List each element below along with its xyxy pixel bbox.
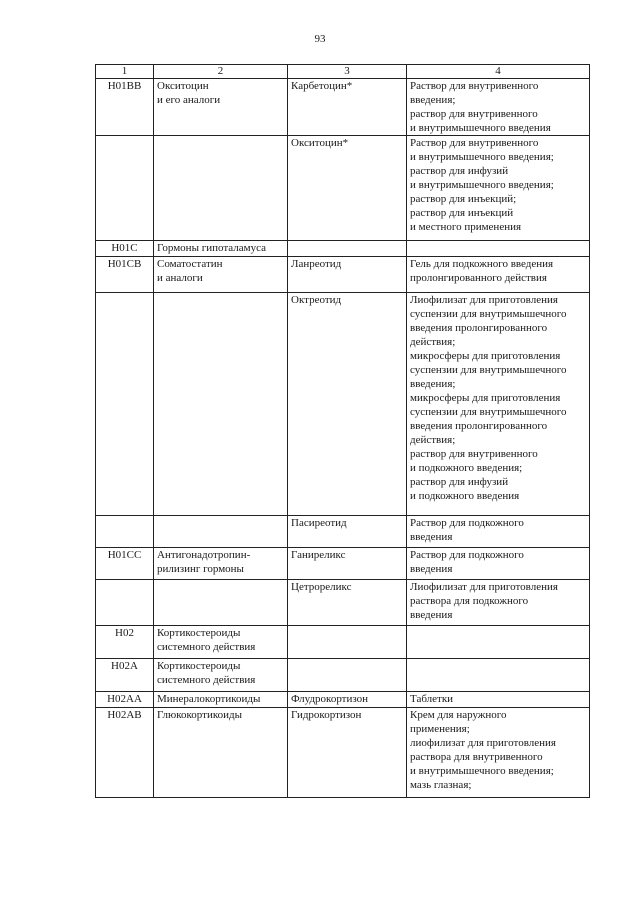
- atc-code-cell: H01C: [96, 241, 154, 257]
- group-name-cell: [154, 580, 288, 626]
- atc-code-cell: H01CC: [96, 548, 154, 580]
- column-header: 1: [96, 65, 154, 79]
- page-number: 93: [314, 33, 326, 45]
- dosage-form-cell: [407, 659, 590, 692]
- table-row: [96, 136, 590, 241]
- atc-code-cell: [96, 516, 154, 548]
- atc-code-cell: H02AA: [96, 692, 154, 708]
- dosage-form-cell: Гель для подкожного введения пролонгированного действия: [407, 257, 590, 293]
- dosage-form-cell: Лиофилизат для приготовления суспензии для внутримышечного введения пролонгированного действия; микросферы для приготовления суспензии для внутримышечного введения; микросферы для приготовления суспензии для внутримышечного введения пролонгированного действия; раствор для внутривенного и подкожного введения; раствор для инфузий и подкожного введения: [407, 293, 590, 516]
- dosage-form-cell: Лиофилизат для приготовления раствора для подкожного введения: [407, 580, 590, 626]
- drug-table: [95, 64, 590, 798]
- drug-name-cell: Ганиреликс: [288, 548, 407, 580]
- drug-name-cell: Пасиреотид: [288, 516, 407, 548]
- drug-name-cell: [288, 626, 407, 659]
- dosage-form-cell: Раствор для подкожного введения: [407, 548, 590, 580]
- atc-code-cell: [96, 580, 154, 626]
- group-name-cell: Кортикостероиды системного действия: [154, 659, 288, 692]
- table-row: [96, 708, 590, 798]
- drug-name-cell: [288, 659, 407, 692]
- group-name-cell: Антигонадотропин- рилизинг гормоны: [154, 548, 288, 580]
- group-name-cell: Окситоцин и его аналоги: [154, 79, 288, 136]
- table-row: [96, 548, 590, 580]
- dosage-form-cell: Таблетки: [407, 692, 590, 708]
- atc-code-cell: H02: [96, 626, 154, 659]
- table-header-row: [96, 65, 590, 79]
- drug-name-cell: Цетрореликс: [288, 580, 407, 626]
- drug-name-cell: Гидрокортизон: [288, 708, 407, 798]
- atc-code-cell: H02AB: [96, 708, 154, 798]
- column-header: 4: [407, 65, 590, 79]
- group-name-cell: Кортикостероиды системного действия: [154, 626, 288, 659]
- table-row: [96, 241, 590, 257]
- drug-name-cell: Ланреотид: [288, 257, 407, 293]
- atc-code-cell: H01CB: [96, 257, 154, 293]
- column-header: 3: [288, 65, 407, 79]
- atc-code-cell: [96, 136, 154, 241]
- table-row: [96, 659, 590, 692]
- group-name-cell: [154, 293, 288, 516]
- table-row: [96, 580, 590, 626]
- drug-name-cell: Окситоцин*: [288, 136, 407, 241]
- table-row: [96, 516, 590, 548]
- atc-code-cell: [96, 293, 154, 516]
- atc-code-cell: H01BB: [96, 79, 154, 136]
- table-row: [96, 293, 590, 516]
- group-name-cell: Гормоны гипоталамуса: [154, 241, 288, 257]
- group-name-cell: [154, 136, 288, 241]
- dosage-form-cell: [407, 241, 590, 257]
- drug-name-cell: [288, 241, 407, 257]
- dosage-form-cell: Раствор для подкожного введения: [407, 516, 590, 548]
- dosage-form-cell: Крем для наружного применения; лиофилизат для приготовления раствора для внутривенного и внутримышечного введения; мазь глазная;: [407, 708, 590, 798]
- drug-name-cell: Флудрокортизон: [288, 692, 407, 708]
- table-row: [96, 79, 590, 136]
- atc-code-cell: H02A: [96, 659, 154, 692]
- dosage-form-cell: [407, 626, 590, 659]
- drug-name-cell: Карбетоцин*: [288, 79, 407, 136]
- group-name-cell: Глюкокортикоиды: [154, 708, 288, 798]
- table-row: [96, 257, 590, 293]
- group-name-cell: Минералокортикоиды: [154, 692, 288, 708]
- table-row: [96, 626, 590, 659]
- dosage-form-cell: Раствор для внутривенного и внутримышечного введения; раствор для инфузий и внутримышечного введения; раствор для инъекций; раствор для инъекций и местного применения: [407, 136, 590, 241]
- dosage-form-cell: Раствор для внутривенного введения; раствор для внутривенного и внутримышечного введения: [407, 79, 590, 136]
- table-row: [96, 692, 590, 708]
- drug-name-cell: Октреотид: [288, 293, 407, 516]
- column-header: 2: [154, 65, 288, 79]
- group-name-cell: Соматостатин и аналоги: [154, 257, 288, 293]
- group-name-cell: [154, 516, 288, 548]
